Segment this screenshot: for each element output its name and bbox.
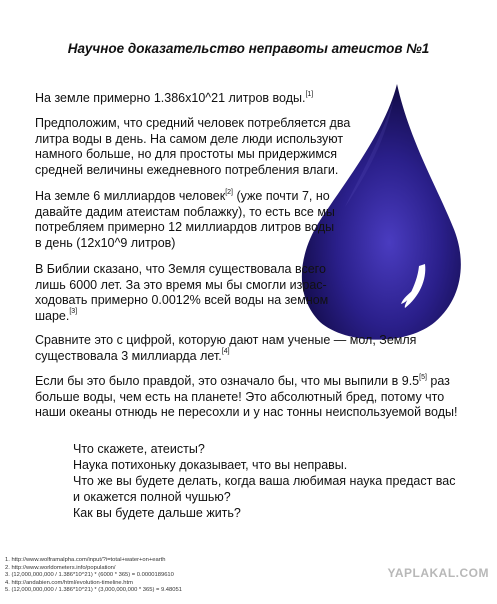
page-title: Научное доказательство неправоты атеистов №1 xyxy=(67,41,430,56)
paragraph-line: лишь 6000 лет. За это время мы бы смогли израс- xyxy=(35,277,327,292)
paragraph-line: литра воды в день. На самом деле люди используют xyxy=(35,131,344,146)
question-line: Наука потихоньку доказывает, что вы неправы. xyxy=(73,458,348,472)
paragraph-daily-consumption xyxy=(35,116,350,178)
footnote-ref: [5] xyxy=(419,373,427,381)
paragraph-conclusion xyxy=(35,374,457,421)
watermark: YAPLAKAL.COM xyxy=(387,566,489,580)
paragraph-line: наши океаны отнюдь не пересохли и у нас тонны неиспользуемой воды! xyxy=(35,405,458,419)
paragraph-text: существовала 3 миллиарда лет. xyxy=(35,348,222,363)
paragraph-line: Предположим, что средний человек потребляется два xyxy=(35,116,351,130)
paragraph-text: На земле 6 миллиардов человек xyxy=(35,189,226,203)
question-line: Как вы будете дальше жить? xyxy=(73,506,241,520)
question-line: Что же вы будете делать, когда ваша любимая наука предаст вас xyxy=(73,474,456,488)
footnotes xyxy=(5,557,182,595)
footnote-item: 1. http://www.wolframalpha.com/input/?i=total+water+on+earth xyxy=(5,557,166,563)
paragraph-text: шаре. xyxy=(35,308,70,323)
paragraph-water-volume xyxy=(35,91,313,107)
paragraph-line: больше воды, чем есть на планете! Это абсолютный бред, потому что xyxy=(35,389,445,404)
footnote-item: 5. (12,000,000,000 / 1.386*10^21) * (3,000,000,000 * 365) = 9.48051 xyxy=(5,587,182,594)
paragraph-line: В Библии сказано, что Земля существовала всего xyxy=(35,262,326,276)
footnote-ref: [2] xyxy=(225,188,234,196)
paragraph-bible xyxy=(35,262,328,324)
paragraph-line: намного больше, но для простоты мы придержимся xyxy=(35,147,338,161)
paragraph-line: потребляем примерно 12 миллиардов литров воды xyxy=(35,220,335,234)
footnote-item: 2. http://www.worldometers.info/population/ xyxy=(5,564,116,571)
questions-block xyxy=(73,441,455,521)
paragraph-line: Сравните это с цифрой, которую дают нам ученые — мол, Земля xyxy=(35,333,417,347)
footnote-ref: [4] xyxy=(221,348,230,356)
footnote-ref: [3] xyxy=(69,308,78,316)
question-line: Что скажете, атеисты? xyxy=(73,442,205,456)
paragraph-text: Если бы это было правдой, это означало бы, что мы выпили в 9.5 xyxy=(35,374,420,388)
paragraph-line: давайте дадим атеистам поблажку), то есть все мы xyxy=(35,204,335,219)
footnote-item: 4. http://andabien.com/html/evolution-timeline.htm xyxy=(5,579,133,586)
paragraph-text: раз xyxy=(426,374,450,388)
footnote-item: 3. (12,000,000,000 / 1.386*10^21) * (6000 * 365) = 0.0000189610 xyxy=(5,572,174,579)
question-line: и окажется полной чушью? xyxy=(73,490,231,504)
paragraph-line: ходовать примерно 0.0012% всей воды на земном xyxy=(35,293,329,307)
paragraph-text: На земле примерно 1.386х10^21 литров воды. xyxy=(35,91,306,105)
footnote-ref: [1] xyxy=(305,90,314,98)
paragraph-population xyxy=(35,189,335,251)
paragraph-line: средней величины ежедневного потребления влаги. xyxy=(35,162,339,177)
paragraph-line: в день (12х10^9 литров) xyxy=(35,235,176,250)
paragraph-text: (уже почти 7, но xyxy=(233,189,330,203)
paragraph-scientists xyxy=(35,333,416,364)
